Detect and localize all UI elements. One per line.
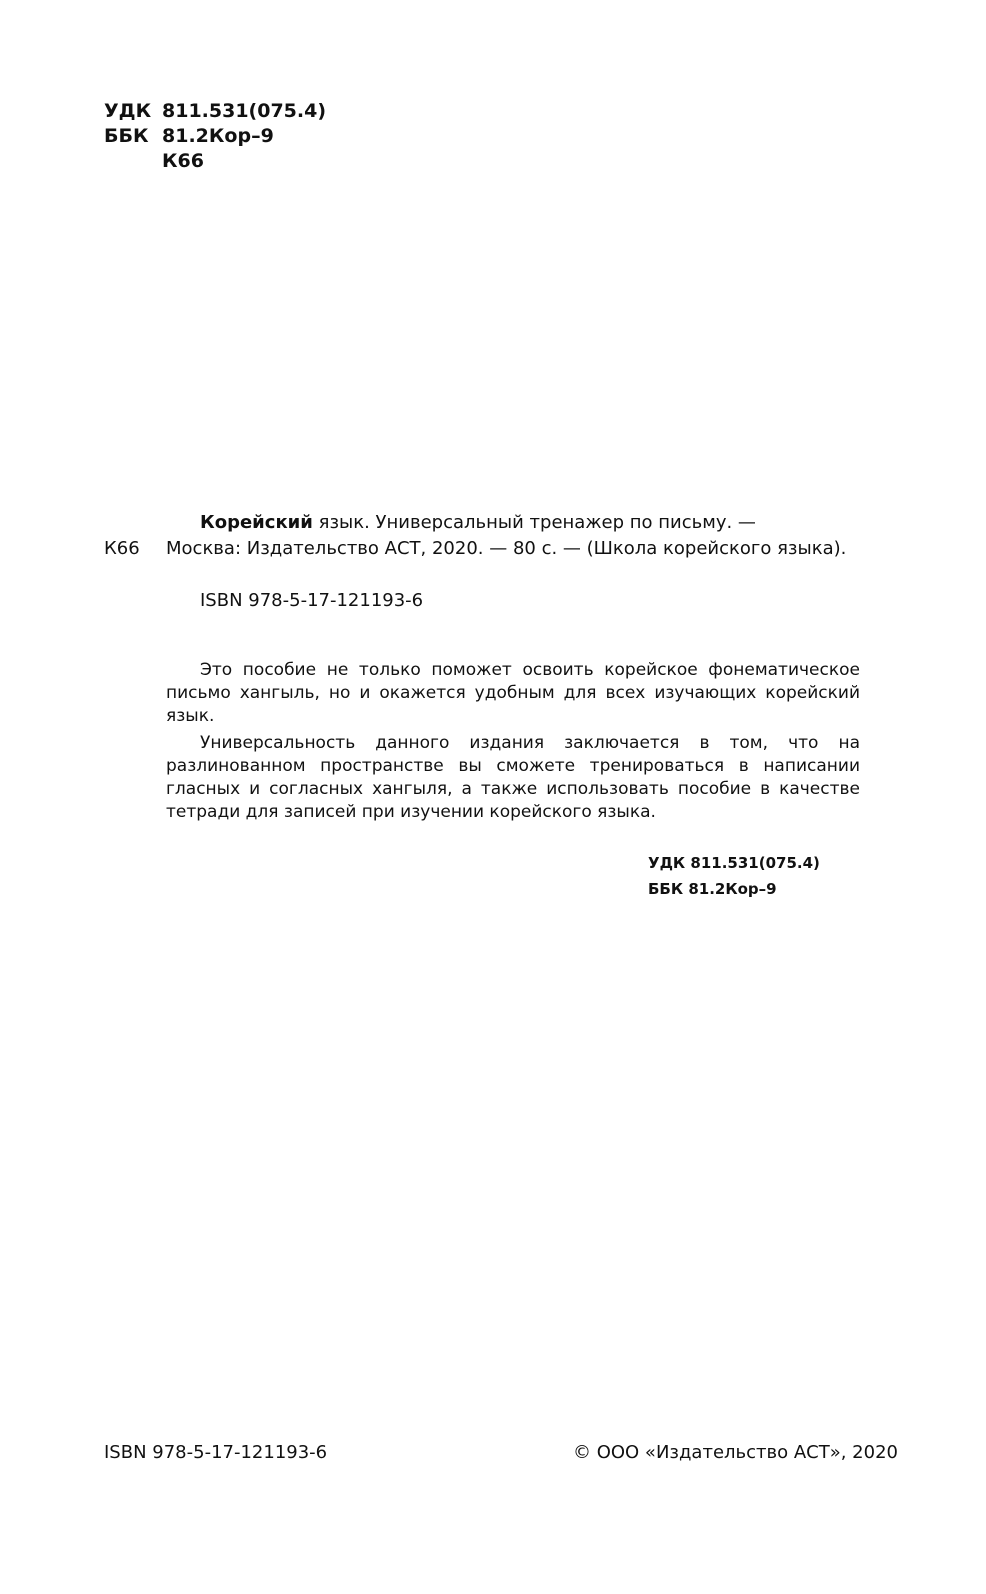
udk-bottom: УДК 811.531(075.4) — [648, 854, 820, 872]
title-line — [200, 511, 756, 535]
title-bold: Корейский — [200, 512, 313, 533]
annotation-paragraph-1: Это пособие не только поможет освоить корейское фонематическое письмо хангыль, но и окажется удобным для всех изучающих корейский язык. — [166, 660, 860, 726]
bbk-value: 81.2Кор–9 — [162, 125, 274, 147]
bbk-bottom: ББК 81.2Кор–9 — [648, 880, 777, 898]
udk-label: УДК — [104, 100, 152, 122]
annotation-paragraph-2: Универсальность данного издания заключается в том, что на разлинованном пространстве вы сможете тренироваться в написании гласных и согласных хангыля, а также использовать пособие в качестве тетради для записей при изучении корейского языка. — [166, 733, 860, 822]
title-rest: язык. Универсальный тренажер по письму. — — [312, 512, 756, 533]
udk-value: 811.531(075.4) — [162, 100, 327, 122]
footer-copyright: © ООО «Издательство АСТ», 2020 — [572, 1442, 898, 1463]
bbk-label: ББК — [104, 125, 149, 147]
publication-line: Москва: Издательство АСТ, 2020. — 80 с. — (Школа корейского языка). — [166, 538, 847, 559]
author-mark-header: К66 — [162, 150, 204, 172]
footer-isbn: ISBN 978-5-17-121193-6 — [104, 1442, 328, 1463]
isbn-record: ISBN 978-5-17-121193-6 — [200, 590, 424, 611]
annotation — [166, 659, 860, 828]
author-mark: К66 — [104, 538, 140, 559]
